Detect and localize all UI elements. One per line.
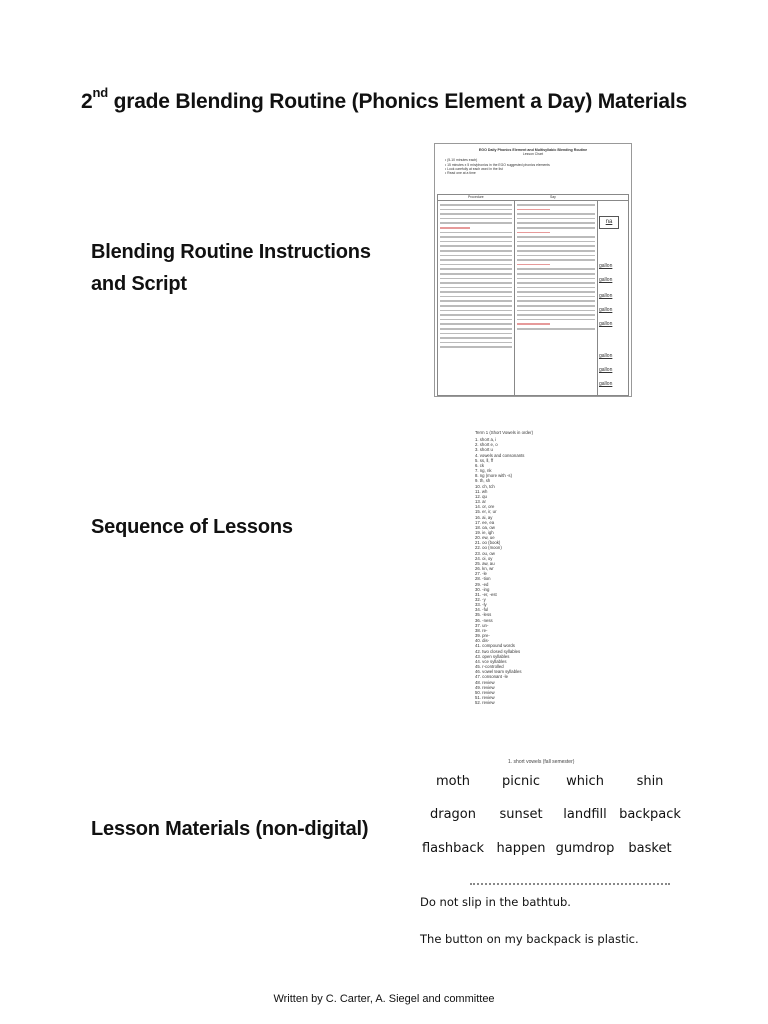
sequence-item: 1. short a, i — [475, 437, 497, 443]
sequence-item: 26. kn, wr — [475, 566, 494, 572]
title-text: grade Blending Routine (Phonics Element a Day) Materials — [107, 90, 688, 113]
word-card: sunset — [499, 807, 543, 822]
title-ordinal: nd — [92, 85, 108, 100]
section-heading-sequence — [91, 511, 293, 543]
sequence-thumbnail — [471, 430, 671, 706]
author-credit: Written by C. Carter, A. Siegel and committee — [273, 993, 495, 1005]
sequence-item: 2. short e, o — [475, 442, 498, 448]
sequence-item: 32. -y — [475, 597, 486, 602]
example-word: gallon — [599, 321, 613, 327]
sequence-item: 7. ng, nk — [475, 468, 492, 474]
sequence-item: 52. review — [475, 700, 495, 706]
sequence-item: 21. oo (book) — [475, 540, 501, 546]
sequence-item: 46. vowel team syllables — [475, 669, 522, 675]
procedure-column — [438, 201, 515, 395]
word-card: landfill — [563, 807, 607, 822]
sequence-item: 14. or, ore — [475, 504, 495, 510]
example-word: gallon — [599, 277, 613, 283]
practice-sentence: The button on my backpack is plastic. — [420, 932, 639, 946]
sequence-item: 9. th, sh — [475, 478, 491, 484]
say-column — [515, 201, 598, 395]
sequence-item: 16. ai, ay — [475, 514, 493, 520]
section-heading-materials — [91, 813, 368, 845]
thumb-subheading: Lesson Chart — [522, 152, 544, 157]
sequence-item: 49. review — [475, 684, 495, 690]
sequence-item: 17. ee, ea — [475, 519, 495, 525]
example-word: gallon — [599, 367, 613, 373]
word-card: gumdrop — [555, 841, 615, 856]
sequence-item: 10. ch, tch — [475, 483, 495, 489]
section-heading-line: Blending Routine Instructions — [91, 241, 371, 263]
word-card: backpack — [619, 807, 681, 822]
routine-script-thumbnail — [434, 143, 632, 397]
sequence-item: 36. -ness — [475, 617, 493, 623]
section-heading-line: Sequence of Lessons — [91, 516, 293, 538]
title-grade: 2 — [80, 90, 93, 113]
thumb-bullet: • Look carefully at each word in the list — [445, 166, 503, 171]
word-card: picnic — [501, 774, 540, 789]
section-heading-instructions — [91, 236, 371, 300]
sequence-item: 15. er, ir, ur — [475, 509, 497, 515]
sequence-item: 4. vowels and consonants — [475, 452, 525, 458]
sequence-item: 5. ss, ll, ff — [475, 457, 494, 463]
word-card: dragon — [429, 807, 476, 822]
sequence-item: 30. -ing — [475, 586, 490, 592]
sequence-item: 18. oa, ow — [475, 524, 495, 530]
sequence-item: 41. compound words — [475, 643, 515, 649]
sequence-item: 31. -er, -est — [475, 591, 497, 597]
sequence-item: 37. un- — [475, 622, 489, 628]
thumb-bullet: • Read one at a time — [445, 171, 476, 176]
sequence-item: 20. ew, ue — [475, 535, 495, 541]
example-word: gallon — [599, 307, 613, 313]
sequence-item: 24. oi, oy — [475, 555, 493, 561]
sequence-item: 33. -ly — [475, 602, 487, 608]
divider-line — [470, 883, 670, 887]
section-heading-line: Lesson Materials (non-digital) — [91, 818, 369, 840]
sequence-item: 38. re- — [475, 627, 488, 633]
word-card: basket — [628, 841, 672, 856]
sequence-item: 3. short u — [475, 447, 493, 453]
thumb-heading: EGO Daily Phonics Element and Multisyllabic Blending Routine — [478, 148, 588, 152]
word-card: which — [566, 774, 604, 789]
example-word: gallon — [599, 353, 613, 359]
thumb-bullet: • 15 minutes x 5 min/phonics in the EGO suggested phonics elements — [445, 162, 550, 167]
col-procedure: Procedure — [468, 195, 484, 199]
sequence-item: 25. aw, au — [475, 560, 495, 566]
practice-sentence: Do not slip in the bathtub. — [420, 895, 571, 909]
sequence-item: 50. review — [475, 689, 495, 695]
sequence-item: 43. open syllables — [475, 653, 510, 659]
page-title — [0, 85, 768, 114]
col-say: Say — [550, 195, 556, 199]
sequence-item: 11. wh — [475, 488, 488, 494]
sequence-item: 29. -ed — [475, 581, 489, 587]
sequence-item: 44. vce syllables — [475, 658, 507, 664]
sequence-item: 42. two closed syllables — [475, 648, 521, 654]
sequence-item: 47. consonant -le — [475, 674, 508, 680]
sequence-heading: Term 1 (Short Vowels in order) — [475, 430, 534, 435]
example-word: gallon — [599, 381, 613, 387]
sequence-list — [475, 437, 671, 705]
example-word: gallon — [599, 293, 613, 299]
thumb-bullet: • (5-10 minutes each) — [445, 158, 478, 163]
sequence-item: 23. ou, ow — [475, 550, 495, 556]
example-word: gallon — [599, 263, 613, 269]
sequence-item: 27. -le — [475, 571, 487, 577]
sequence-item: 19. ie, igh — [475, 529, 494, 535]
sequence-item: 6. ck — [475, 462, 485, 468]
sequence-item: 35. -less — [475, 612, 492, 618]
sequence-item: 40. dis- — [475, 638, 490, 644]
example-word-box: na — [599, 216, 619, 229]
materials-caption: 1. short vowels (fall semester) — [508, 759, 575, 765]
sequence-item: 22. oo (moon) — [475, 545, 502, 551]
sequence-item: 8. ng (more with -s) — [475, 473, 513, 479]
word-card: shin — [636, 774, 664, 789]
sequence-item: 28. -tion — [475, 576, 491, 582]
sequence-item: 12. qu — [475, 493, 487, 499]
word-card: moth — [436, 774, 470, 789]
sequence-item: 48. review — [475, 679, 495, 685]
sequence-item: 39. pre- — [475, 633, 490, 639]
sequence-item: 13. ar — [475, 499, 486, 505]
sequence-item: 51. review — [475, 694, 495, 700]
section-heading-line: and Script — [91, 273, 187, 295]
word-card: happen — [496, 841, 546, 856]
word-card: flashback — [421, 841, 485, 856]
sequence-item: 34. -ful — [475, 607, 489, 613]
sequence-item: 45. r-controlled — [475, 664, 504, 670]
